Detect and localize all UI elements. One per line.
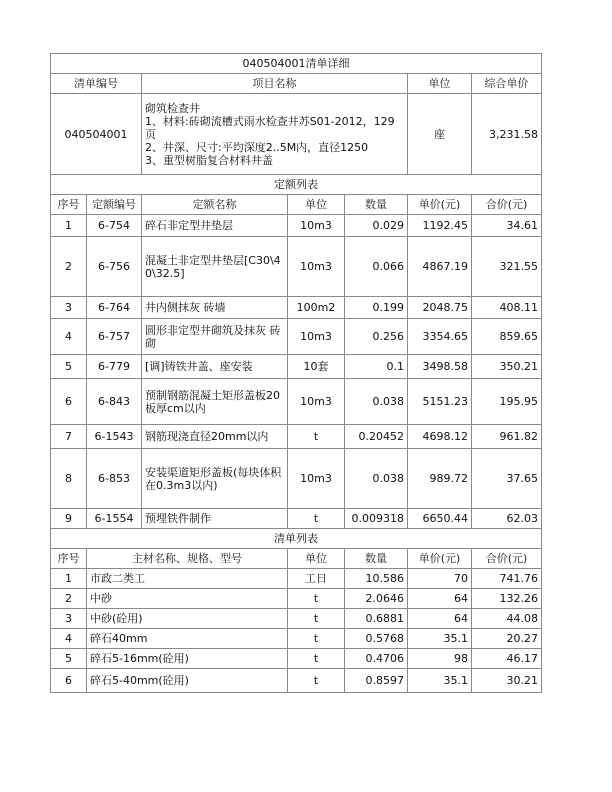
quota-no: 9	[51, 509, 87, 529]
quota-header-row	[51, 195, 542, 215]
header-code: 清单编号	[51, 74, 142, 94]
quota-code: 6-779	[87, 355, 142, 379]
material-price: 70	[408, 569, 472, 589]
material-price: 35.1	[408, 669, 472, 693]
item-name-line: 2、井深、尺寸:平均深度2..5M内，直径1250	[145, 140, 369, 154]
material-header-row	[51, 549, 542, 569]
header-unit: 单位	[408, 74, 472, 94]
quota-total: 961.82	[472, 425, 542, 449]
material-name: 碎石5-40mm(砼用)	[87, 669, 288, 693]
quota-total: 37.65	[472, 449, 542, 509]
quota-price: 2048.75	[408, 297, 472, 319]
header-name: 项目名称	[142, 74, 408, 94]
title-row	[51, 54, 542, 74]
quota-total: 34.61	[472, 215, 542, 237]
material-total: 741.76	[472, 569, 542, 589]
quota-total: 321.55	[472, 237, 542, 297]
material-name: 市政二类工	[87, 569, 288, 589]
quota-unit: 10m3	[288, 449, 345, 509]
material-row	[51, 609, 542, 629]
material-total: 44.08	[472, 609, 542, 629]
quota-row	[51, 509, 542, 529]
item-header-row	[51, 74, 542, 94]
material-total: 30.21	[472, 669, 542, 693]
item-code: 040504001	[51, 94, 142, 175]
quota-price: 6650.44	[408, 509, 472, 529]
quota-row	[51, 449, 542, 509]
quota-unit: 10m3	[288, 379, 345, 425]
quota-price: 5151.23	[408, 379, 472, 425]
quota-header-total: 合价(元)	[472, 195, 542, 215]
quota-row	[51, 237, 542, 297]
material-price: 98	[408, 649, 472, 669]
quota-no: 4	[51, 319, 87, 355]
quota-qty: 0.029	[345, 215, 408, 237]
quota-total: 408.11	[472, 297, 542, 319]
sheet-title: 040504001清单详细	[51, 54, 542, 74]
material-unit: t	[288, 589, 345, 609]
quota-row	[51, 355, 542, 379]
item-name	[142, 94, 408, 175]
material-qty: 0.4706	[345, 649, 408, 669]
quota-no: 1	[51, 215, 87, 237]
material-header-total: 合价(元)	[472, 549, 542, 569]
item-name-line: 砌筑检查井	[145, 101, 200, 115]
quota-row	[51, 215, 542, 237]
material-unit: t	[288, 669, 345, 693]
quota-price: 1192.45	[408, 215, 472, 237]
quota-qty: 0.199	[345, 297, 408, 319]
material-header-unit: 单位	[288, 549, 345, 569]
quota-qty: 0.20452	[345, 425, 408, 449]
material-title-row	[51, 529, 542, 549]
quota-row	[51, 425, 542, 449]
material-no: 5	[51, 649, 87, 669]
quota-row	[51, 379, 542, 425]
quota-header-no: 序号	[51, 195, 87, 215]
quota-header-unit: 单位	[288, 195, 345, 215]
material-no: 1	[51, 569, 87, 589]
material-total: 46.17	[472, 649, 542, 669]
quota-name: 钢筋现浇直径20mm以内	[142, 425, 288, 449]
quota-no: 5	[51, 355, 87, 379]
quota-name: 碎石非定型井垫层	[142, 215, 288, 237]
quota-qty: 0.066	[345, 237, 408, 297]
material-price: 35.1	[408, 629, 472, 649]
quota-qty: 0.1	[345, 355, 408, 379]
quota-name: 安装渠道矩形盖板(每块体积在0.3m3以内)	[142, 449, 288, 509]
item-unit: 座	[408, 94, 472, 175]
material-qty: 2.0646	[345, 589, 408, 609]
quota-header-price: 单价(元)	[408, 195, 472, 215]
material-unit: t	[288, 629, 345, 649]
material-header-price: 单价(元)	[408, 549, 472, 569]
quota-name: 预制钢筋混凝土矩形盖板20板厚cm以内	[142, 379, 288, 425]
header-price: 综合单价	[472, 74, 542, 94]
quota-total: 62.03	[472, 509, 542, 529]
material-total: 20.27	[472, 629, 542, 649]
quota-price: 4698.12	[408, 425, 472, 449]
quota-code: 6-853	[87, 449, 142, 509]
quota-qty: 0.256	[345, 319, 408, 355]
material-name: 中砂	[87, 589, 288, 609]
quota-unit: 100m2	[288, 297, 345, 319]
material-name: 碎石40mm	[87, 629, 288, 649]
material-qty: 0.5768	[345, 629, 408, 649]
quota-row	[51, 319, 542, 355]
material-unit: t	[288, 649, 345, 669]
quota-unit: 10套	[288, 355, 345, 379]
quota-title-row	[51, 175, 542, 195]
material-qty: 10.586	[345, 569, 408, 589]
material-name: 碎石5-16mm(砼用)	[87, 649, 288, 669]
material-unit: t	[288, 609, 345, 629]
item-price: 3,231.58	[472, 94, 542, 175]
quota-name: 井内侧抹灰 砖墙	[142, 297, 288, 319]
material-row	[51, 589, 542, 609]
material-header-qty: 数量	[345, 549, 408, 569]
material-qty: 0.6881	[345, 609, 408, 629]
material-row	[51, 629, 542, 649]
item-name-line: 3、重型树脂复合材料井盖	[145, 153, 273, 167]
item-row	[51, 94, 542, 175]
material-row	[51, 569, 542, 589]
material-header-no: 序号	[51, 549, 87, 569]
quota-name: 混凝土非定型井垫层[C30\40\32.5]	[142, 237, 288, 297]
material-no: 3	[51, 609, 87, 629]
quota-total: 859.65	[472, 319, 542, 355]
material-section-title: 清单列表	[51, 529, 542, 549]
quota-unit: 10m3	[288, 215, 345, 237]
item-name-line: 1、材料:砖砌流槽式雨水检查井苏S01-2012，129页	[145, 114, 395, 141]
quota-code: 6-764	[87, 297, 142, 319]
quota-total: 195.95	[472, 379, 542, 425]
quota-header-code: 定额编号	[87, 195, 142, 215]
material-price: 64	[408, 589, 472, 609]
quota-qty: 0.038	[345, 449, 408, 509]
quota-code: 6-1554	[87, 509, 142, 529]
quota-unit: 10m3	[288, 237, 345, 297]
quota-code: 6-754	[87, 215, 142, 237]
material-header-name: 主材名称、规格、型号	[87, 549, 288, 569]
quota-price: 3498.58	[408, 355, 472, 379]
quota-no: 8	[51, 449, 87, 509]
quota-no: 7	[51, 425, 87, 449]
quota-header-name: 定额名称	[142, 195, 288, 215]
detail-sheet	[50, 53, 542, 693]
quota-header-qty: 数量	[345, 195, 408, 215]
quota-unit: t	[288, 425, 345, 449]
quota-price: 989.72	[408, 449, 472, 509]
quota-section-title: 定额列表	[51, 175, 542, 195]
quota-no: 3	[51, 297, 87, 319]
quota-unit: 10m3	[288, 319, 345, 355]
quota-code: 6-757	[87, 319, 142, 355]
material-no: 2	[51, 589, 87, 609]
quota-unit: t	[288, 509, 345, 529]
material-name: 中砂(砼用)	[87, 609, 288, 629]
quota-total: 350.21	[472, 355, 542, 379]
quota-qty: 0.009318	[345, 509, 408, 529]
quota-price: 4867.19	[408, 237, 472, 297]
quota-code: 6-843	[87, 379, 142, 425]
material-total: 132.26	[472, 589, 542, 609]
material-row	[51, 669, 542, 693]
quota-name: [调]铸铁井盖、座安装	[142, 355, 288, 379]
material-qty: 0.8597	[345, 669, 408, 693]
quota-code: 6-1543	[87, 425, 142, 449]
quota-price: 3354.65	[408, 319, 472, 355]
material-price: 64	[408, 609, 472, 629]
quota-qty: 0.038	[345, 379, 408, 425]
material-no: 4	[51, 629, 87, 649]
quota-no: 6	[51, 379, 87, 425]
quota-name: 预埋铁件制作	[142, 509, 288, 529]
quota-no: 2	[51, 237, 87, 297]
material-unit: 工日	[288, 569, 345, 589]
material-row	[51, 649, 542, 669]
material-no: 6	[51, 669, 87, 693]
quota-row	[51, 297, 542, 319]
quota-name: 圆形非定型井砌筑及抹灰 砖砌	[142, 319, 288, 355]
quota-code: 6-756	[87, 237, 142, 297]
